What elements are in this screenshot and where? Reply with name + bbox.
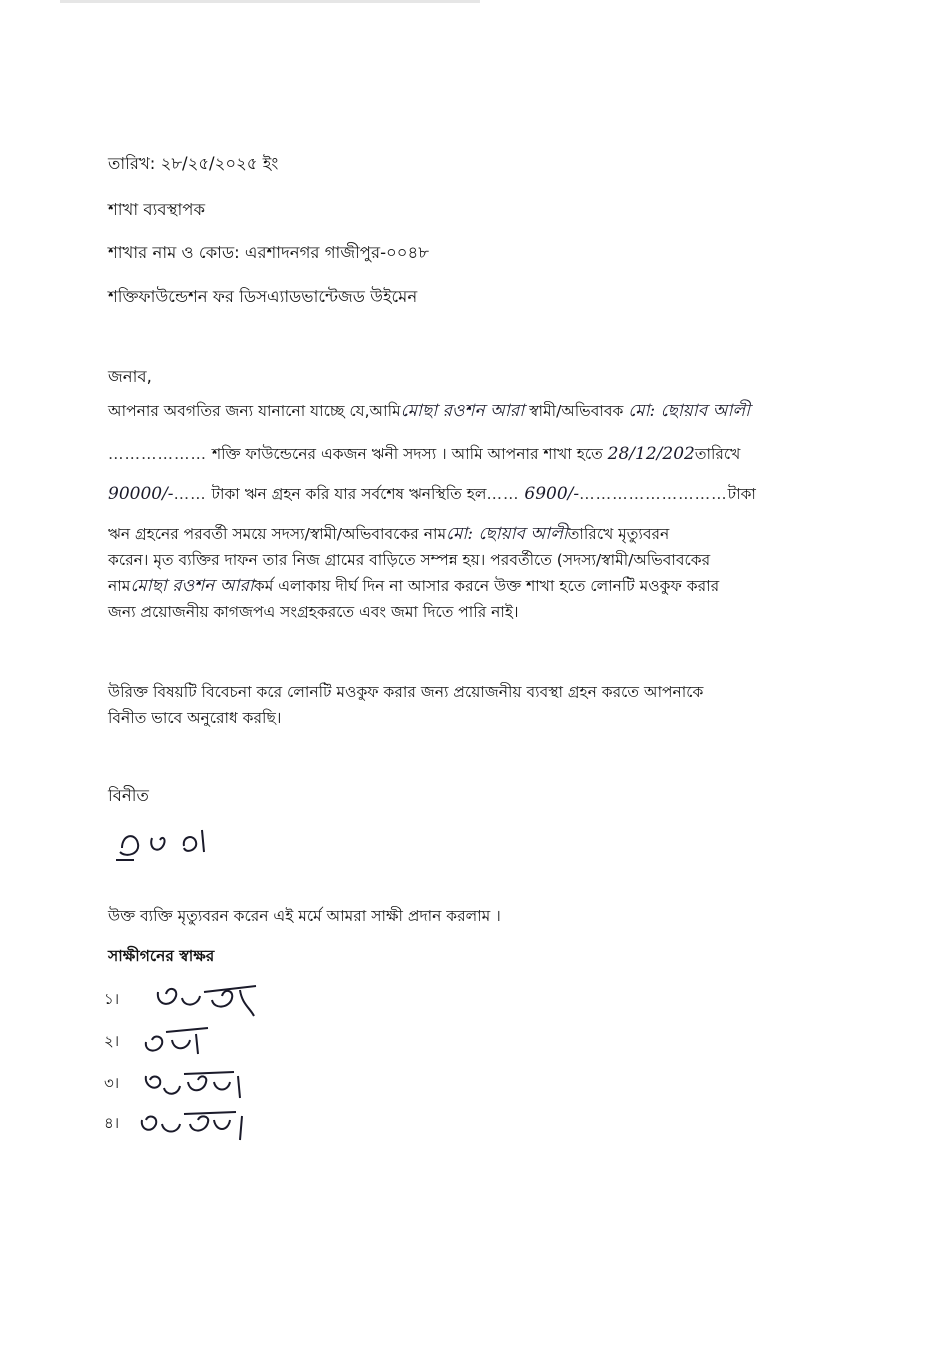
paragraph2-line1: উরিক্ত বিষয়টি বিবেচনা করে লোনটি মওকুফ করার জন্য প্রয়োজনীয় ব্যবস্থা গ্রহন করতে আপনাকে <box>108 683 704 701</box>
witness-number: ৩। <box>104 1074 120 1092</box>
line6-suffix: কর্ম এলাকায় দীর্ঘ দিন না আসার করনে উক্ত শাখা হতে লোনটি মওকুফ করার <box>253 577 720 595</box>
paragraph1-line5: করেন। মৃত ব্যক্তির দাফন তার নিজ গ্রামের বাড়িতে সম্পন্ন হয়। পরবর্তীতে (সদস্য/স্বামী/অভিবাবকের <box>108 551 711 569</box>
recipient-title: শাখা ব্যবস্থাপক <box>108 200 206 219</box>
paragraph1-line4 <box>108 522 669 546</box>
handwritten-loan-amount: 90000/- <box>108 484 174 504</box>
line4-prefix: ঋন গ্রহনের পরবর্তী সময়ে সদস্য/স্বামী/অভিবাবকের নাম <box>108 525 447 543</box>
witness-signature-1 <box>138 978 268 1018</box>
paragraph1-line7: জন্য প্রয়োজনীয় কাগজপএ সংগ্রহকরতে এবং জমা দিতে পারি নাই। <box>108 603 519 621</box>
witness-signature-3 <box>138 1062 258 1102</box>
closing-text: বিনীত <box>108 786 149 805</box>
letter-date: তারিখ: ২৮/২৫/২০২৫ ইং <box>108 154 279 173</box>
handwritten-loan-date: 28/12/202 <box>607 444 695 464</box>
applicant-signature <box>112 820 222 868</box>
scan-edge-mark <box>60 0 480 3</box>
line3-suffix: টাকা <box>727 485 756 503</box>
handwritten-balance: 6900/- <box>524 484 580 504</box>
paragraph1-line3 <box>108 482 756 506</box>
witness-number: ৪। <box>104 1114 120 1132</box>
salutation: জনাব, <box>108 367 152 386</box>
handwritten-member-name-2: মোছা রওশন আরা <box>130 576 254 596</box>
handwritten-member-name: মোছা রওশন আরা <box>400 401 525 421</box>
witness-signature-4 <box>138 1102 258 1142</box>
paragraph2-line2: বিনীত ভাবে অনুরোধ করছি। <box>108 709 282 727</box>
witness-statement: উক্ত ব্যক্তি মৃত্যুবরন করেন এই মর্মে আমরা সাক্ষী প্রদান করলাম । <box>108 907 501 925</box>
line4-suffix: তারিখে মৃত্যুবরন <box>567 525 670 543</box>
line1-mid: স্বামী/অভিবাবক <box>529 402 624 420</box>
witness-signature-2 <box>138 1020 228 1060</box>
witness-number: ২। <box>104 1032 120 1050</box>
line3-text: টাকা ঋন গ্রহন করি যার সর্বশেষ ঋনস্থিতি হল <box>211 485 487 503</box>
line3-dots-a: …… <box>173 485 207 503</box>
line2-text: শক্তি ফাউন্ডেনের একজন ঋনী সদস্য । আমি আপনার শাখা হতে <box>211 445 603 463</box>
paragraph1-line1 <box>108 399 750 423</box>
witness-heading: সাক্ষীগনের স্বাক্ষর <box>108 947 215 965</box>
line1-prefix: আপনার অবগতির জন্য যানানো যাচ্ছে যে,আমি <box>108 402 401 420</box>
handwritten-guardian-name: মো: ছোয়াব আলী <box>628 401 750 421</box>
line6-prefix: নাম <box>108 577 131 595</box>
line2-dots: ……………… <box>108 445 207 463</box>
line3-dots-b: …… <box>486 485 520 503</box>
handwritten-deceased-name: মো: ছোয়াব আলী <box>446 524 568 544</box>
paragraph1-line2 <box>108 442 740 466</box>
paragraph1-line6 <box>108 574 719 598</box>
line3-dots-c: ……………………… <box>579 485 728 503</box>
witness-number: ১। <box>104 990 120 1008</box>
branch-name-code: শাখার নাম ও কোড: এরশাদনগর গাজীপুর-০০৪৮ <box>108 243 429 262</box>
line2-suffix: তারিখে <box>694 445 741 463</box>
organization-name: শক্তিফাউন্ডেশন ফর ডিসএ্যাডভান্টেজড উইমেন <box>108 287 418 306</box>
